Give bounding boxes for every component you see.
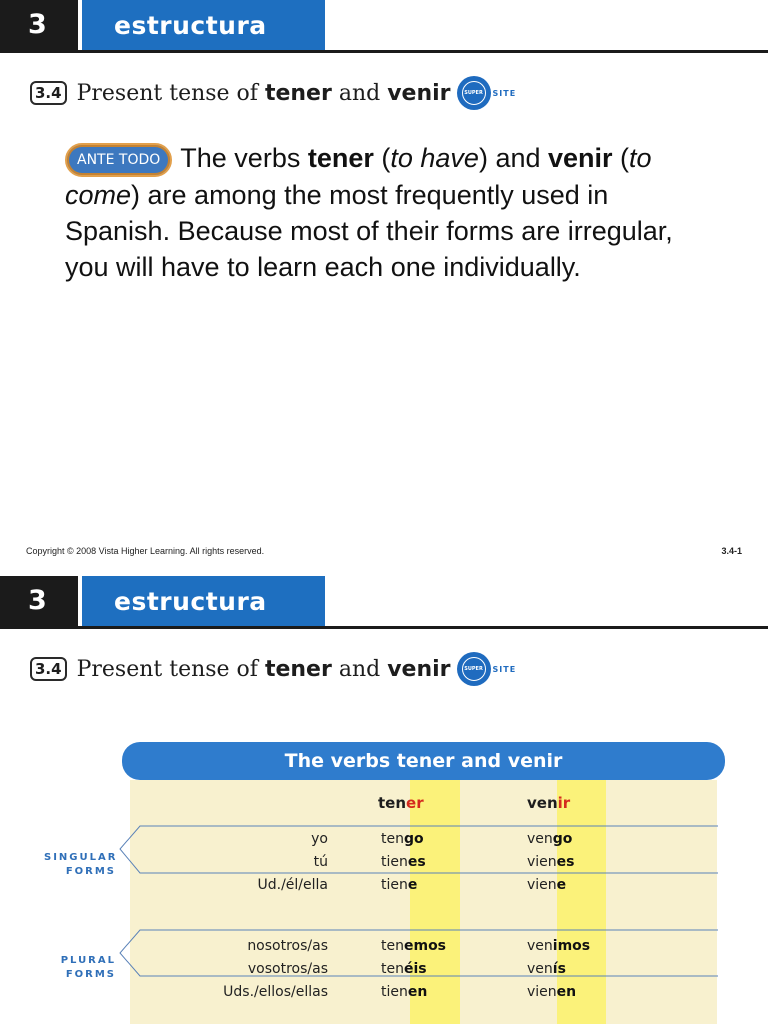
chapter-name: estructura bbox=[82, 576, 325, 626]
venir-form: vienes bbox=[527, 854, 575, 870]
header-rule bbox=[0, 626, 768, 629]
section-title-text: Present tense of tener and venir bbox=[76, 80, 451, 106]
column-header-tener: tener bbox=[378, 794, 424, 812]
pronoun-cell: tú bbox=[313, 854, 328, 870]
supersite-icon[interactable]: SUPER bbox=[457, 76, 491, 110]
section-badge: 3.4 bbox=[30, 81, 67, 105]
tener-form: tenemos bbox=[381, 938, 447, 954]
pronoun-cell: Uds./ellos/ellas bbox=[223, 984, 328, 1000]
tener-form: tienes bbox=[381, 854, 426, 870]
column-header-venir: venir bbox=[527, 794, 571, 812]
table-title: The verbs tener and venir bbox=[122, 742, 725, 780]
chapter-number: 3 bbox=[0, 576, 78, 626]
pronoun-cell: vosotros/as bbox=[247, 961, 328, 977]
header-rule bbox=[0, 50, 768, 53]
venir-form: vengo bbox=[527, 831, 573, 847]
venir-form: viene bbox=[527, 877, 567, 893]
tener-form: tiene bbox=[381, 877, 418, 893]
conjugation-table bbox=[0, 742, 768, 1024]
singular-forms-label: SINGULAR FORMS bbox=[44, 852, 118, 877]
copyright-notice: Copyright © 2008 Vista Higher Learning. All rights reserved. bbox=[26, 546, 265, 556]
supersite-icon[interactable]: SUPER bbox=[457, 652, 491, 686]
slide-2 bbox=[0, 576, 768, 1024]
intro-paragraph: ANTE TODO The verbs tener (to have) and venir (to come) are among the most frequently used in Spanish. Because most of their forms are irregular, you will have to learn each one individually. bbox=[65, 143, 673, 282]
venir-form: vienen bbox=[527, 984, 577, 1000]
section-title bbox=[30, 76, 516, 110]
chapter-number: 3 bbox=[0, 0, 78, 50]
venir-form: venimos bbox=[527, 938, 591, 954]
section-title bbox=[30, 652, 516, 686]
supersite-label: SITE bbox=[492, 664, 517, 674]
tener-form: tengo bbox=[381, 831, 424, 847]
venir-form: venís bbox=[527, 961, 566, 977]
pronoun-cell: Ud./él/ella bbox=[257, 877, 328, 893]
chapter-name: estructura bbox=[82, 0, 325, 50]
supersite-label: SITE bbox=[492, 88, 517, 98]
section-title-text: Present tense of tener and venir bbox=[76, 656, 451, 682]
section-badge: 3.4 bbox=[30, 657, 67, 681]
ante-todo-badge: ANTE TODO bbox=[65, 143, 172, 177]
tener-form: tenéis bbox=[381, 961, 427, 977]
tener-form: tienen bbox=[381, 984, 428, 1000]
plural-forms-label: PLURAL FORMS bbox=[60, 955, 116, 980]
pronoun-cell: nosotros/as bbox=[247, 938, 328, 954]
pronoun-cell: yo bbox=[311, 831, 328, 847]
slide-number: 3.4-1 bbox=[721, 546, 742, 556]
